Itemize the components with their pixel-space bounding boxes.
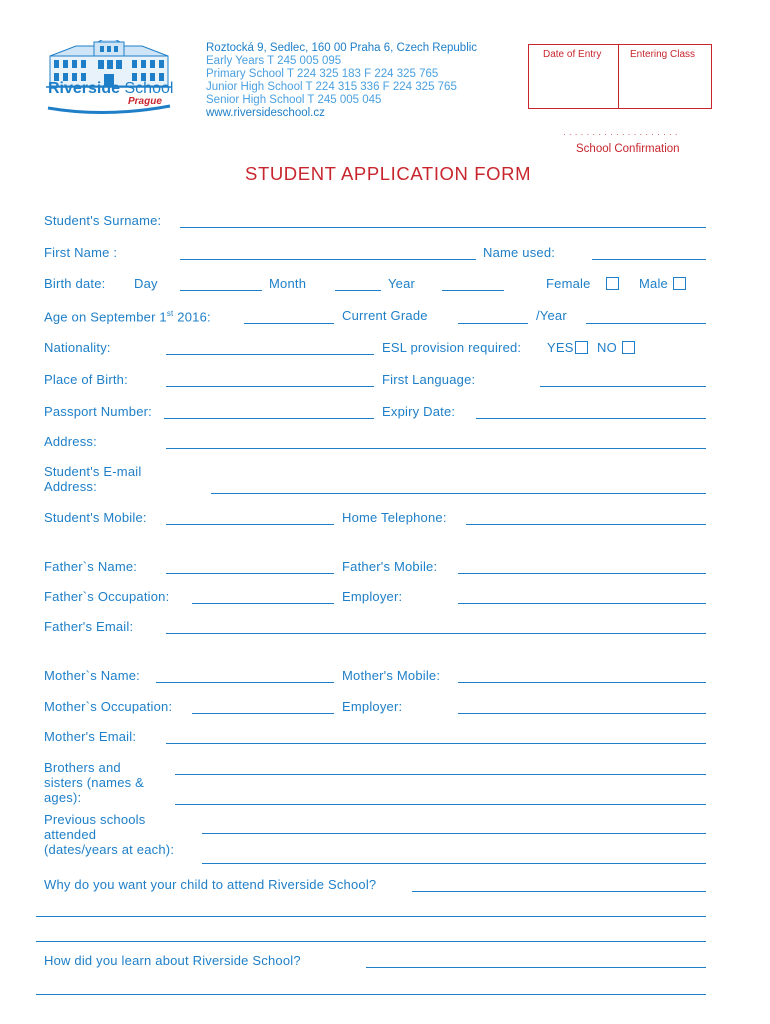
previous-schools-label-line1: Previous schools	[44, 812, 146, 827]
mother-mobile-field[interactable]	[458, 668, 706, 683]
slash-year-label: /Year	[536, 308, 567, 323]
month-field[interactable]	[335, 276, 381, 291]
logo-school-word: School	[124, 80, 174, 97]
how-field[interactable]	[366, 953, 706, 968]
previous-schools-field-line2[interactable]	[202, 849, 706, 864]
surname-field[interactable]	[180, 213, 706, 228]
previous-schools-field[interactable]	[202, 819, 706, 834]
age-label-suffix: 2016:	[173, 309, 211, 325]
name-used-field[interactable]	[592, 245, 706, 260]
surname-label: Student's Surname:	[44, 213, 162, 228]
passport-field[interactable]	[164, 404, 374, 419]
why-field-line2[interactable]	[36, 902, 706, 917]
father-occupation-field[interactable]	[192, 589, 334, 604]
father-mobile-label: Father's Mobile:	[342, 559, 438, 574]
previous-schools-label-line2: attended	[44, 827, 97, 842]
birth-date-label: Birth date:	[44, 276, 106, 291]
school-logo	[46, 40, 172, 122]
confirmation-dots: · · · · · · · · · · · · · · · · · · · ·	[563, 130, 679, 139]
mother-occupation-field[interactable]	[192, 699, 334, 714]
male-checkbox[interactable]	[673, 277, 686, 290]
expiry-field[interactable]	[476, 404, 706, 419]
contact-senior-high: Senior High School T 245 005 045	[206, 94, 382, 106]
form-title: STUDENT APPLICATION FORM	[245, 163, 532, 184]
email-label	[44, 464, 141, 494]
office-use-box	[528, 44, 712, 109]
current-grade-field[interactable]	[458, 309, 528, 324]
home-telephone-label: Home Telephone:	[342, 510, 447, 525]
esl-no-label: NO	[597, 340, 617, 355]
age-label-sup: st	[166, 309, 174, 318]
first-name-label: First Name :	[44, 245, 118, 260]
female-checkbox[interactable]	[606, 277, 619, 290]
esl-yes-checkbox[interactable]	[575, 341, 588, 354]
why-field-line3[interactable]	[36, 927, 706, 942]
siblings-field-line2[interactable]	[175, 790, 706, 805]
passport-label: Passport Number:	[44, 404, 152, 419]
nationality-field[interactable]	[166, 340, 374, 355]
year-field[interactable]	[442, 276, 504, 291]
mother-occupation-label: Mother`s Occupation:	[44, 699, 173, 714]
place-of-birth-field[interactable]	[166, 372, 374, 387]
female-label: Female	[546, 276, 591, 291]
school-confirmation-label: School Confirmation	[576, 143, 680, 155]
siblings-label-line2: sisters (names &	[44, 775, 145, 790]
father-employer-label: Employer:	[342, 589, 403, 604]
day-field[interactable]	[180, 276, 262, 291]
how-question-label: How did you learn about Riverside School?	[44, 953, 301, 968]
age-label-prefix: Age on September 1	[44, 309, 167, 325]
male-label: Male	[639, 276, 668, 291]
current-grade-label: Current Grade	[342, 308, 428, 323]
date-of-entry-label: Date of Entry	[543, 49, 602, 60]
email-label-line2: Address:	[44, 479, 97, 494]
mother-email-field[interactable]	[166, 729, 706, 744]
year-label: Year	[388, 276, 416, 291]
why-question-label: Why do you want your child to attend Riverside School?	[44, 877, 377, 892]
mother-mobile-label: Mother's Mobile:	[342, 668, 441, 683]
logo-city: Prague	[128, 96, 162, 107]
address-field[interactable]	[166, 434, 706, 449]
first-name-field[interactable]	[180, 245, 476, 260]
mother-name-label: Mother`s Name:	[44, 668, 140, 683]
logo-school-name: Riverside	[48, 80, 121, 97]
siblings-label-line1: Brothers and	[44, 760, 121, 775]
previous-schools-label	[44, 812, 174, 857]
contact-junior-high: Junior High School T 224 315 336 F 224 325 765	[206, 81, 457, 93]
logo-swoosh-icon	[46, 104, 172, 118]
email-label-line1: Student's E-mail	[44, 464, 142, 479]
how-field-line2[interactable]	[36, 980, 706, 995]
email-field[interactable]	[211, 479, 706, 494]
esl-yes-label: YES	[547, 340, 574, 355]
student-mobile-label: Student's Mobile:	[44, 510, 147, 525]
mother-employer-field[interactable]	[458, 699, 706, 714]
siblings-field[interactable]	[175, 760, 706, 775]
esl-no-checkbox[interactable]	[622, 341, 635, 354]
previous-schools-label-line3: (dates/years at each):	[44, 842, 175, 857]
contact-primary: Primary School T 224 325 183 F 224 325 765	[206, 68, 439, 80]
student-mobile-field[interactable]	[166, 510, 334, 525]
day-label: Day	[134, 276, 158, 291]
father-employer-field[interactable]	[458, 589, 706, 604]
father-occupation-label: Father`s Occupation:	[44, 589, 170, 604]
entering-class-label: Entering Class	[630, 49, 696, 60]
father-email-field[interactable]	[166, 619, 706, 634]
expiry-label: Expiry Date:	[382, 404, 456, 419]
grade-year-field[interactable]	[586, 309, 706, 324]
contact-address: Roztocká 9, Sedlec, 160 00 Praha 6, Czech Republic	[206, 42, 478, 54]
why-field[interactable]	[412, 877, 706, 892]
mother-name-field[interactable]	[156, 668, 334, 683]
nationality-label: Nationality:	[44, 340, 111, 355]
mother-email-label: Mother's Email:	[44, 729, 137, 744]
esl-label: ESL provision required:	[382, 340, 522, 355]
month-label: Month	[269, 276, 307, 291]
first-language-label: First Language:	[382, 372, 476, 387]
father-mobile-field[interactable]	[458, 559, 706, 574]
name-used-label: Name used:	[483, 245, 556, 260]
home-telephone-field[interactable]	[466, 510, 706, 525]
father-email-label: Father's Email:	[44, 619, 134, 634]
contact-early-years: Early Years T 245 005 095	[206, 55, 342, 67]
father-name-field[interactable]	[166, 559, 334, 574]
mother-employer-label: Employer:	[342, 699, 403, 714]
place-of-birth-label: Place of Birth:	[44, 372, 128, 387]
office-box-divider	[618, 45, 619, 108]
address-label: Address:	[44, 434, 97, 449]
contact-website[interactable]: www.riversideschool.cz	[206, 107, 325, 119]
age-field[interactable]	[244, 309, 334, 324]
siblings-label	[44, 760, 144, 805]
father-name-label: Father`s Name:	[44, 559, 138, 574]
first-language-field[interactable]	[540, 372, 706, 387]
siblings-label-line3: ages):	[44, 790, 82, 805]
age-label	[44, 309, 211, 324]
